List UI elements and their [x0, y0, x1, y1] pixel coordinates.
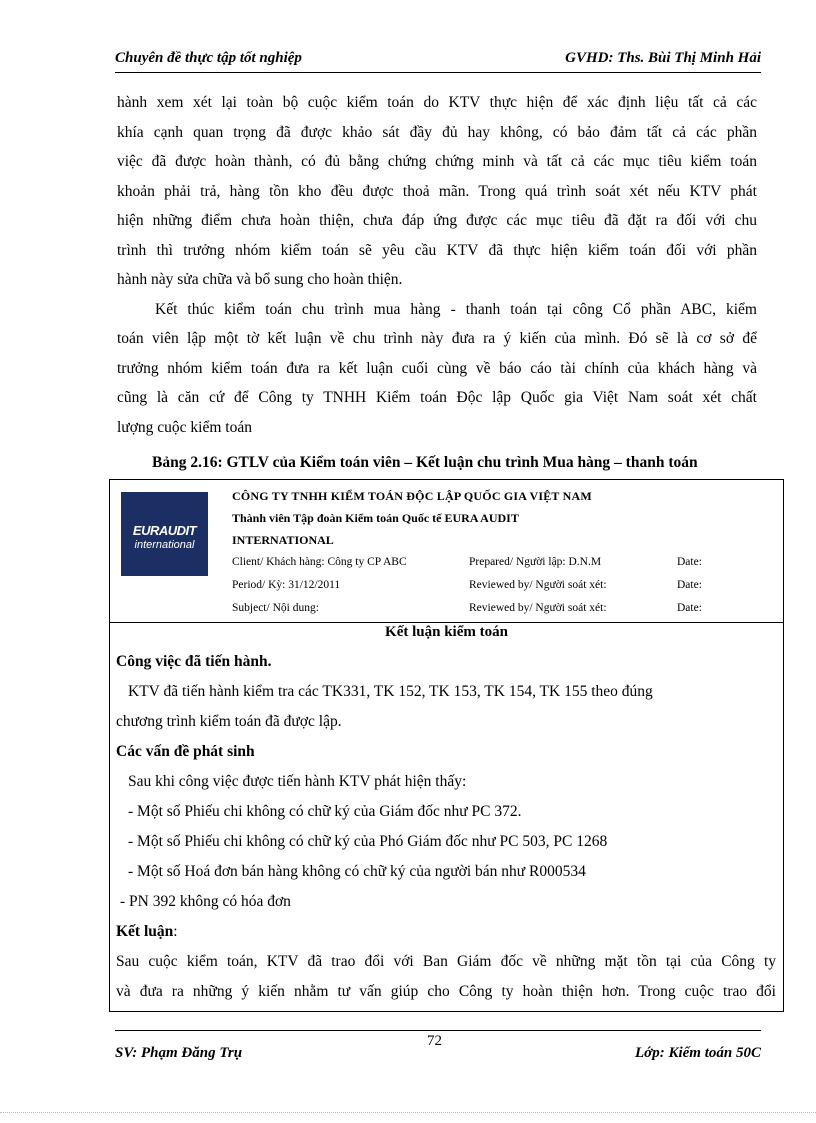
work-heading: Công việc đã tiến hành. [116, 653, 272, 670]
footer-class: Lớp: Kiểm toán 50C [635, 1045, 761, 1061]
conclusion-colon: : [173, 923, 178, 940]
header-right: GVHD: Ths. Bùi Thị Minh Hải [565, 50, 761, 66]
issue-item: - Một số Phiếu chi không có chữ ký của Giám đốc như PC 372. [128, 803, 522, 820]
conclusion-heading-line [116, 917, 776, 947]
conclusion-content [116, 647, 776, 1007]
reviewed-field: Reviewed by/ Người soát xét: [469, 579, 607, 591]
workpaper-box [109, 479, 784, 1012]
conclusion-text: Sau cuộc kiểm toán, KTV đã trao đổi với Ban Giám đốc về những mặt tồn tại của Công ty [116, 953, 776, 970]
paragraph-line: cũng là căn cứ để Công ty TNHH Kiểm toán Độc lập Quốc gia Việt Nam soát xét chất [117, 389, 757, 406]
footer-student: SV: Phạm Đăng Trụ [115, 1045, 243, 1061]
logo-line2: international [134, 539, 195, 551]
paragraph-line: hành này sửa chữa và bổ sung cho hoàn thiện. [117, 271, 403, 288]
issue-item: - Một số Phiếu chi không có chữ ký của Phó Giám đốc như PC 503, PC 1268 [128, 833, 608, 850]
issues-heading: Các vấn đề phát sinh [116, 743, 255, 760]
page-bottom-divider [0, 1112, 816, 1113]
subject-field: Subject/ Nội dung: [232, 602, 319, 614]
conclusion-text: và đưa ra những ý kiến nhằm tư vấn giúp cho Công ty hoàn thiện hơn. Trong cuộc trao đổi [116, 983, 776, 1000]
paragraph-line: khía cạnh quan trọng đã được khảo sát đầy đủ hay không, có bảo đảm tất cả các phần [117, 123, 757, 141]
date-field: Date: [677, 579, 702, 591]
eura-audit-logo [121, 492, 208, 576]
issues-intro: Sau khi công việc được tiến hành KTV phát hiện thấy: [128, 773, 467, 790]
issue-item: - Một số Hoá đơn bán hàng không có chữ ký của người bán như R000534 [128, 863, 586, 880]
paragraph-line: hiện những điểm chưa hoàn thiện, chưa đáp ứng được các mục tiêu đã đặt ra đối với chu [117, 212, 757, 229]
conclusion-heading: Kết luận [116, 923, 174, 940]
paragraph-line: việc đã được hoàn thành, có đủ bằng chứng chứng minh và tất cả các mục tiêu kiểm toán [117, 153, 757, 170]
prepared-field: Prepared/ Người lập: D.N.M [469, 556, 602, 568]
paragraph-line: trình thì trưởng nhóm kiểm toán sẽ yêu cầu KTV đã thực hiện kiểm toán đối với phần [117, 241, 757, 259]
period-field: Period/ Kỳ: 31/12/2011 [232, 579, 341, 591]
table-title: Bảng 2.16: GTLV của Kiểm toán viên – Kết luận chu trình Mua hàng – thanh toán [152, 454, 698, 471]
header-left: Chuyên đề thực tập tốt nghiệp [115, 50, 302, 66]
reviewed-field: Reviewed by/ Người soát xét: [469, 602, 607, 614]
page-number: 72 [427, 1033, 442, 1049]
body-text [117, 88, 757, 442]
client-field: Client/ Khách hàng: Công ty CP ABC [232, 556, 407, 568]
logo-line1: EURAUDIT [132, 523, 197, 538]
date-field: Date: [677, 602, 702, 614]
company-name: CÔNG TY TNHH KIỂM TOÁN ĐỘC LẬP QUỐC GIA VIỆT NAM [232, 489, 592, 503]
paragraph-line: Kết thúc kiểm toán chu trình mua hàng - thanh toán tại công Cổ phần ABC, kiểm [155, 300, 757, 318]
member-line: Thành viên Tập đoàn Kiểm toán Quốc tế EURA AUDIT [232, 511, 519, 525]
page-header [115, 50, 761, 73]
company-info [232, 485, 592, 551]
date-field: Date: [677, 556, 702, 568]
paragraph-line: trưởng nhóm kiểm toán đưa ra kết luận cuối cùng về báo cáo tài chính của khách hàng và [117, 359, 757, 377]
issue-item: - PN 392 không có hóa đơn [120, 893, 291, 910]
page-footer [115, 1030, 761, 1071]
conclusion-title: Kết luận kiểm toán [385, 624, 508, 640]
paragraph-line: khoản phải trả, hàng tồn kho đều được thoả mãn. Trong quá trình soát xét nếu KTV phát [117, 182, 757, 200]
paragraph-line: lượng cuộc kiểm toán [117, 418, 252, 436]
member-line-2: INTERNATIONAL [232, 533, 334, 547]
workpaper-header [110, 480, 783, 623]
paragraph-line: toán viên lập một tờ kết luận về chu trình này đưa ra ý kiến của mình. Đó sẽ là cơ sở để [117, 330, 757, 347]
work-text: chương trình kiểm toán đã được lập. [116, 713, 342, 730]
work-text: KTV đã tiến hành kiểm tra các TK331, TK 152, TK 153, TK 154, TK 155 theo đúng [128, 683, 653, 700]
paragraph-line: hành xem xét lại toàn bộ cuộc kiểm toán do KTV thực hiện để xác định liệu tất cả các [117, 94, 757, 111]
